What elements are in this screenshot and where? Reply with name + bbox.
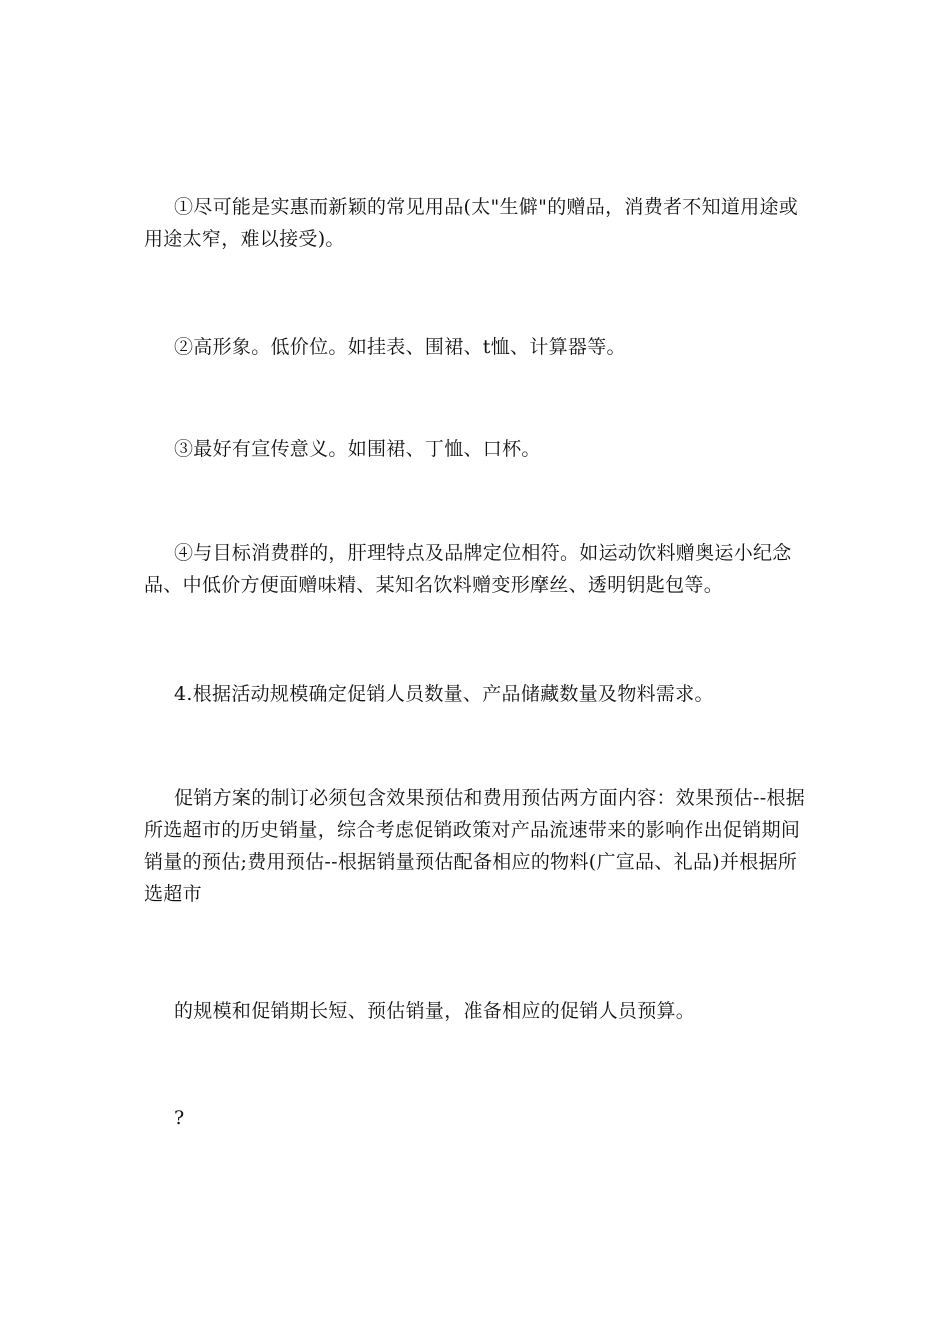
paragraph-estimate: 促销方案的制订必须包含效果预估和费用预估两方面内容：效果预估--根据所选超市的历史销量，综合考虑促销政策对产品流速带来的影响作出促销期间销量的预估;费用预估--根据销量预估配备相应的物料(广宣品、礼品)并根据所选超市 — [144, 787, 806, 905]
paragraph-gift-item-3: ③最好有宣传意义。如围裙、丁恤、口杯。 — [174, 438, 541, 460]
paragraph-step-4: 4.根据活动规模确定促销人员数量、产品储藏数量及物料需求。 — [174, 683, 714, 705]
paragraph-estimate-continued: 的规模和促销期长短、预估销量，准备相应的促销人员预算。 — [174, 1000, 696, 1022]
paragraph-gift-item-2: ②高形象。低价位。如挂表、围裙、t恤、计算器等。 — [174, 336, 626, 358]
paragraph-question-mark: ? — [174, 1107, 185, 1129]
paragraph-gift-item-1: ①尽可能是实惠而新颖的常见用品(太"生僻"的赠品，消费者不知道用途或用途太窄，难以接受)。 — [144, 196, 799, 250]
paragraph-gift-item-4: ④与目标消费群的，肝理特点及品牌定位相符。如运动饮料赠奥运小纪念品、中低价方便面赠味精、某知名饮料赠变形摩丝、透明钥匙包等。 — [144, 542, 792, 596]
